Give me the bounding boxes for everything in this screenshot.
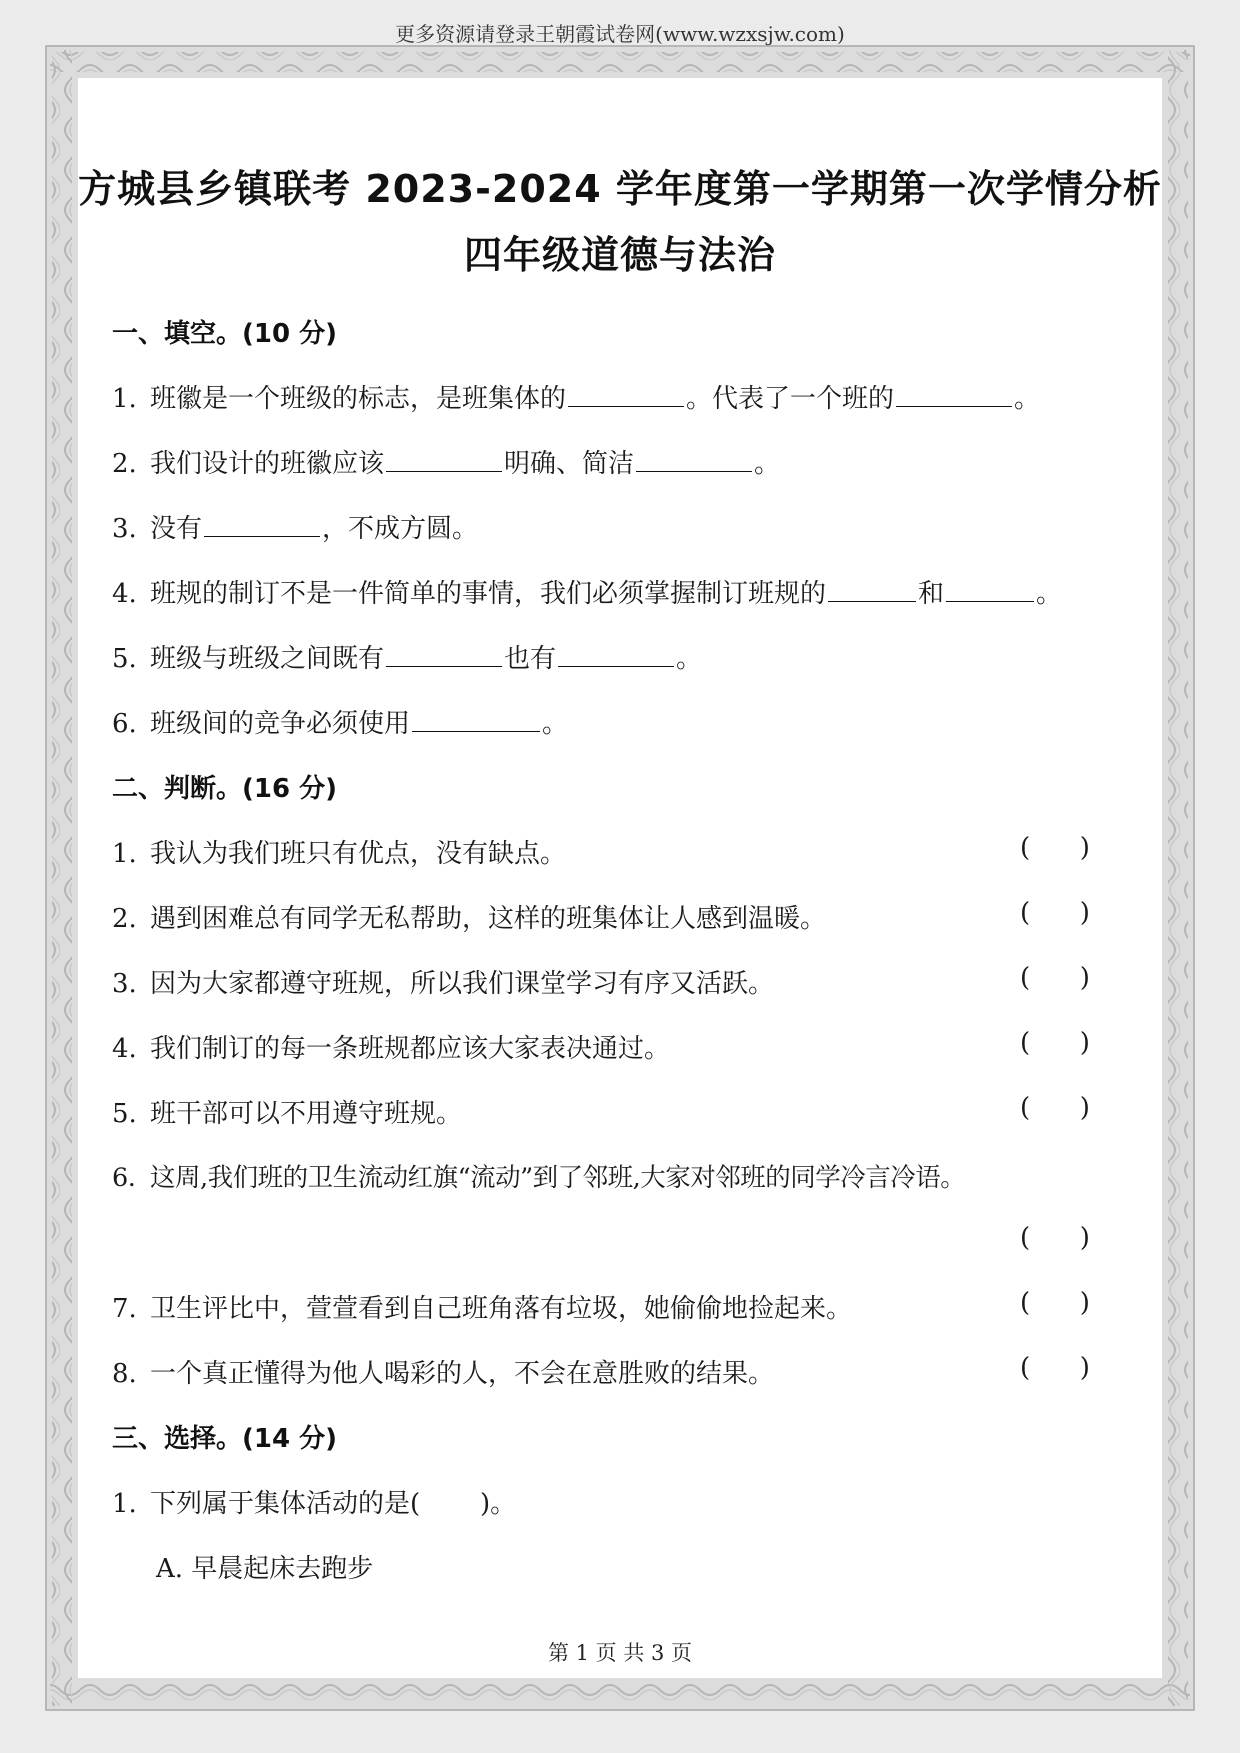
question-text: 班规的制订不是一件简单的事情，我们必须掌握制订班规的 bbox=[150, 579, 827, 609]
fill-question bbox=[112, 378, 1040, 415]
question-text: 我们制订的每一条班规都应该大家表决通过。 bbox=[150, 1034, 671, 1064]
answer-blank[interactable] bbox=[204, 514, 320, 537]
answer-blank[interactable] bbox=[558, 644, 674, 667]
question-text: 。代表了一个班的 bbox=[686, 384, 895, 414]
question-text: 。 bbox=[754, 449, 781, 479]
answer-blank[interactable] bbox=[412, 709, 540, 732]
question-text: 我们设计的班徽应该 bbox=[150, 449, 385, 479]
question-number: 5. bbox=[112, 644, 137, 674]
judge-question bbox=[112, 963, 774, 1000]
paren-close: )。 bbox=[480, 1489, 517, 1519]
judge-question bbox=[112, 1158, 965, 1194]
question-text: 也有 bbox=[504, 644, 557, 674]
question-text: 下列属于集体活动的是 bbox=[150, 1489, 411, 1519]
question-text: 。 bbox=[676, 644, 703, 674]
choice-question bbox=[112, 1483, 516, 1520]
question-number: 8. bbox=[112, 1359, 137, 1389]
question-text: 遇到困难总有同学无私帮助，这样的班集体让人感到温暖。 bbox=[150, 904, 827, 934]
question-text: 。 bbox=[1036, 579, 1063, 609]
answer-paren[interactable]: ( ) bbox=[1020, 1288, 1090, 1318]
judge-question bbox=[112, 898, 826, 935]
question-text: 一个真正懂得为他人喝彩的人，不会在意胜败的结果。 bbox=[150, 1359, 775, 1389]
judge-question bbox=[112, 1288, 852, 1325]
section-heading-choice: 三、选择。(14 分) bbox=[112, 1424, 337, 1454]
question-text: 。 bbox=[1014, 384, 1041, 414]
question-number: 7. bbox=[112, 1294, 137, 1324]
question-number: 4. bbox=[112, 1034, 137, 1064]
answer-paren[interactable]: ( ) bbox=[1020, 963, 1090, 993]
choice-answer-paren[interactable] bbox=[410, 1489, 480, 1519]
answer-paren[interactable]: ( ) bbox=[1020, 1093, 1090, 1123]
answer-blank[interactable] bbox=[896, 384, 1012, 407]
question-text: 这周,我们班的卫生流动红旗“流动”到了邻班,大家对邻班的同学冷言冷语。 bbox=[150, 1163, 966, 1193]
question-text: ，不成方圆。 bbox=[322, 514, 479, 544]
paren-open: ( bbox=[410, 1489, 421, 1519]
answer-blank[interactable] bbox=[568, 384, 684, 407]
question-text: 班级间的竞争必须使用 bbox=[150, 709, 411, 739]
question-text: 我认为我们班只有优点，没有缺点。 bbox=[150, 839, 567, 869]
section-heading-true-false: 二、判断。(16 分) bbox=[112, 774, 337, 804]
question-number: 2. bbox=[112, 904, 137, 934]
question-text: 和 bbox=[918, 579, 945, 609]
question-number: 6. bbox=[112, 1163, 136, 1193]
answer-paren[interactable]: ( ) bbox=[1020, 1028, 1090, 1058]
question-number: 3. bbox=[112, 514, 137, 544]
question-number: 1. bbox=[112, 839, 137, 869]
section-heading-fill-in: 一、填空。(10 分) bbox=[112, 319, 337, 349]
question-text: 没有 bbox=[150, 514, 203, 544]
exam-subtitle: 四年级道德与法治 bbox=[463, 233, 776, 277]
fill-question bbox=[112, 638, 702, 675]
judge-question bbox=[112, 1028, 670, 1065]
answer-blank[interactable] bbox=[386, 644, 502, 667]
question-text: 班级与班级之间既有 bbox=[150, 644, 385, 674]
question-number: 2. bbox=[112, 449, 137, 479]
answer-blank[interactable] bbox=[386, 449, 502, 472]
question-number: 6. bbox=[112, 709, 137, 739]
fill-question bbox=[112, 573, 1062, 610]
page-footer: 第 1 页 共 3 页 bbox=[547, 1641, 693, 1665]
question-text: 因为大家都遵守班规，所以我们课堂学习有序又活跃。 bbox=[150, 969, 775, 999]
question-number: 1. bbox=[112, 384, 137, 414]
question-text: 班徽是一个班级的标志，是班集体的 bbox=[150, 384, 567, 414]
answer-paren[interactable]: ( ) bbox=[1020, 1353, 1090, 1383]
choice-option-a[interactable]: A. 早晨起床去跑步 bbox=[156, 1554, 374, 1584]
question-number: 1. bbox=[112, 1489, 137, 1519]
question-number: 4. bbox=[112, 579, 137, 609]
judge-question bbox=[112, 1353, 774, 1390]
answer-blank[interactable] bbox=[636, 449, 752, 472]
question-text: 班干部可以不用遵守班规。 bbox=[150, 1099, 463, 1129]
judge-question bbox=[112, 833, 566, 870]
answer-paren[interactable]: ( ) bbox=[1020, 898, 1090, 928]
fill-question bbox=[112, 443, 780, 480]
question-text: 。 bbox=[542, 709, 569, 739]
judge-question bbox=[112, 1093, 462, 1130]
answer-paren[interactable]: ( ) bbox=[1020, 1223, 1090, 1253]
exam-title: 方城县乡镇联考 2023-2024 学年度第一学期第一次学情分析 bbox=[78, 167, 1162, 211]
top-banner: 更多资源请登录王朝霞试卷网(www.wzxsjw.com) bbox=[395, 22, 845, 46]
answer-blank[interactable] bbox=[946, 579, 1034, 602]
question-text: 卫生评比中，萱萱看到自己班角落有垃圾，她偷偷地捡起来。 bbox=[150, 1294, 853, 1324]
fill-question bbox=[112, 508, 478, 545]
question-number: 5. bbox=[112, 1099, 137, 1129]
fill-question bbox=[112, 703, 568, 740]
question-text: 明确、简洁 bbox=[504, 449, 635, 479]
answer-blank[interactable] bbox=[828, 579, 916, 602]
answer-paren[interactable]: ( ) bbox=[1020, 833, 1090, 863]
question-number: 3. bbox=[112, 969, 137, 999]
